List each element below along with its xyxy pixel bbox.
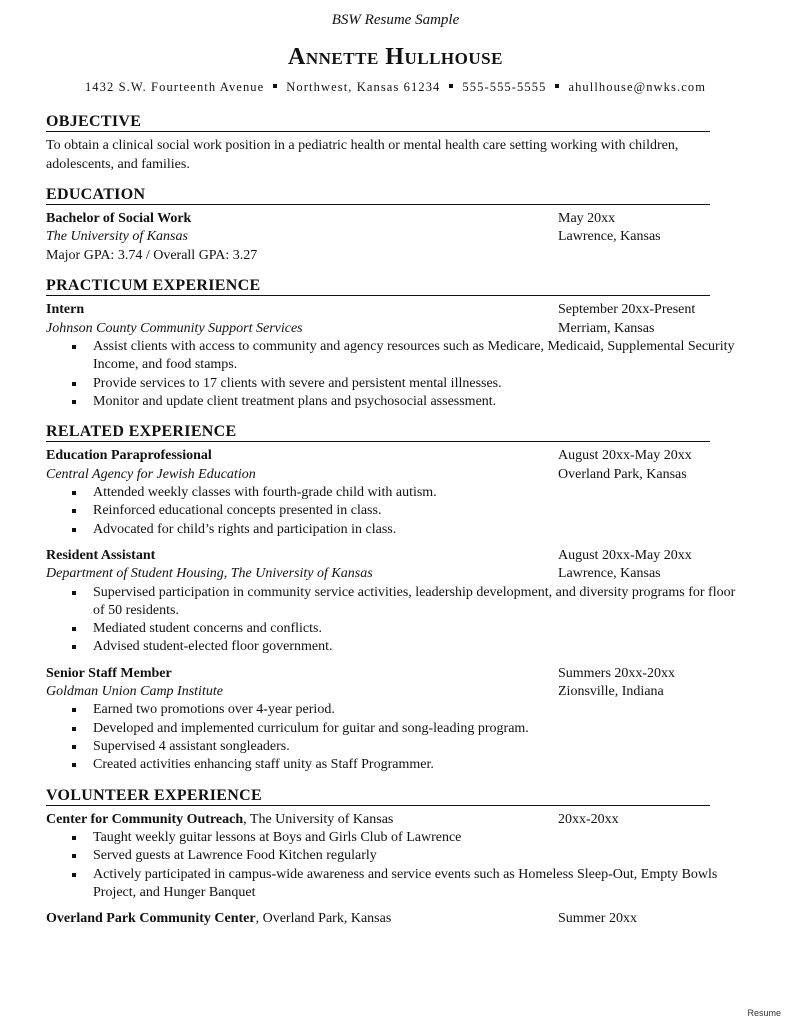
list-item: Taught weekly guitar lessons at Boys and Girls Club of Lawrence — [93, 829, 736, 847]
bullet-list — [46, 829, 736, 902]
bullet-separator — [555, 84, 559, 88]
address: 1432 S.W. Fourteenth Avenue — [84, 80, 265, 94]
date: Summers 20xx-20xx — [558, 665, 676, 681]
organization: Central Agency for Jewish Education — [46, 466, 256, 482]
education-section — [46, 186, 736, 265]
location: Zionsville, Indiana — [558, 684, 664, 700]
page-title: BSW Resume Sample — [331, 12, 460, 28]
bullet-list — [46, 338, 736, 411]
degree: Bachelor of Social Work — [46, 211, 192, 227]
organization: Goldman Union Camp Institute — [46, 684, 223, 700]
job-entry — [46, 447, 736, 538]
list-item: Supervised participation in community service activities, leadership development, and diversity programs for floor of 50 residents. — [93, 584, 736, 621]
footer-watermark: Resume — [747, 1008, 781, 1018]
list-item: Reinforced educational concepts presented in class. — [93, 502, 736, 520]
organization: Department of Student Housing, The University of Kansas — [46, 566, 373, 582]
list-item: Served guests at Lawrence Food Kitchen regularly — [93, 847, 736, 865]
list-item: Supervised 4 assistant songleaders. — [93, 738, 736, 756]
volunteer-entry — [46, 811, 736, 902]
organization: Overland Park Community Center — [46, 911, 256, 927]
objective-text: To obtain a clinical social work position in a pediatric health or mental health care setting working with children, adolescents, and families. — [46, 138, 679, 172]
city: Northwest, Kansas 61234 — [286, 80, 441, 94]
volunteer-entry — [46, 910, 736, 928]
list-item: Created activities enhancing staff unity as Staff Programmer. — [93, 756, 736, 774]
section-heading: VOLUNTEER EXPERIENCE — [46, 787, 710, 806]
volunteer-row — [46, 910, 736, 928]
list-item: Attended weekly classes with fourth-grade child with autism. — [93, 484, 736, 502]
list-item: Assist clients with access to community and agency resources such as Medicare, Medicaid, Supplemental Security Income, and food stamps. — [93, 338, 736, 375]
job-entry — [46, 665, 736, 775]
date: 20xx-20xx — [558, 811, 619, 827]
job-row — [46, 320, 736, 338]
list-item: Mediated student concerns and conflicts. — [93, 620, 736, 638]
education-row — [46, 228, 736, 246]
job-row — [46, 665, 736, 683]
job-title: Senior Staff Member — [46, 665, 172, 681]
section-heading: EDUCATION — [46, 186, 710, 205]
job-row — [46, 683, 736, 701]
contact-line — [0, 80, 791, 95]
related-section — [46, 423, 736, 774]
date: August 20xx-May 20xx — [558, 448, 692, 464]
organization-detail: , The University of Kansas — [243, 811, 394, 827]
objective-section — [46, 113, 736, 174]
job-title: Intern — [46, 302, 85, 318]
section-heading: PRACTICUM EXPERIENCE — [46, 277, 710, 296]
practicum-section — [46, 277, 736, 411]
job-row — [46, 447, 736, 465]
gpa: Major GPA: 3.74 / Overall GPA: 3.27 — [46, 247, 258, 263]
location: Overland Park, Kansas — [558, 466, 687, 482]
volunteer-org-line — [46, 811, 558, 829]
resume-body — [46, 113, 736, 941]
job-entry — [46, 547, 736, 657]
list-item: Earned two promotions over 4-year period. — [93, 701, 736, 719]
date: May 20xx — [558, 211, 616, 227]
job-row — [46, 565, 736, 583]
organization-detail: , Overland Park, Kansas — [255, 911, 392, 927]
section-heading: OBJECTIVE — [46, 113, 710, 132]
job-row — [46, 466, 736, 484]
job-title: Resident Assistant — [46, 547, 156, 563]
list-item: Developed and implemented curriculum for guitar and song-leading program. — [93, 720, 736, 738]
volunteer-row — [46, 811, 736, 829]
job-row — [46, 301, 736, 319]
volunteer-section — [46, 787, 736, 929]
location: Merriam, Kansas — [558, 320, 655, 336]
education-row — [46, 210, 736, 228]
location: Lawrence, Kansas — [558, 229, 661, 245]
section-heading: RELATED EXPERIENCE — [46, 423, 710, 442]
job-title: Education Paraprofessional — [46, 448, 212, 464]
list-item: Advocated for child’s rights and participation in class. — [93, 521, 736, 539]
phone: 555-555-5555 — [462, 80, 547, 94]
email: ahullhouse@nwks.com — [568, 80, 707, 94]
date: September 20xx-Present — [558, 302, 696, 318]
bullet-list — [46, 484, 736, 539]
bullet-separator — [449, 84, 453, 88]
date: August 20xx-May 20xx — [558, 547, 692, 563]
school: The University of Kansas — [46, 229, 188, 245]
bullet-list — [46, 584, 736, 657]
applicant-name: Annette Hullhouse — [288, 44, 503, 70]
date: Summer 20xx — [558, 911, 637, 927]
organization: Johnson County Community Support Services — [46, 320, 303, 336]
list-item: Actively participated in campus-wide awareness and service events such as Homeless Sleep-Out, Empty Bowls Project, and Hunger Banquet — [93, 866, 736, 903]
bullet-separator — [273, 84, 277, 88]
list-item: Advised student-elected floor government. — [93, 638, 736, 656]
job-row — [46, 547, 736, 565]
volunteer-org-line — [46, 910, 558, 928]
list-item: Provide services to 17 clients with severe and persistent mental illnesses. — [93, 375, 736, 393]
list-item: Monitor and update client treatment plans and psychosocial assessment. — [93, 393, 736, 411]
location: Lawrence, Kansas — [558, 566, 661, 582]
organization: Center for Community Outreach — [46, 811, 244, 827]
bullet-list — [46, 701, 736, 774]
